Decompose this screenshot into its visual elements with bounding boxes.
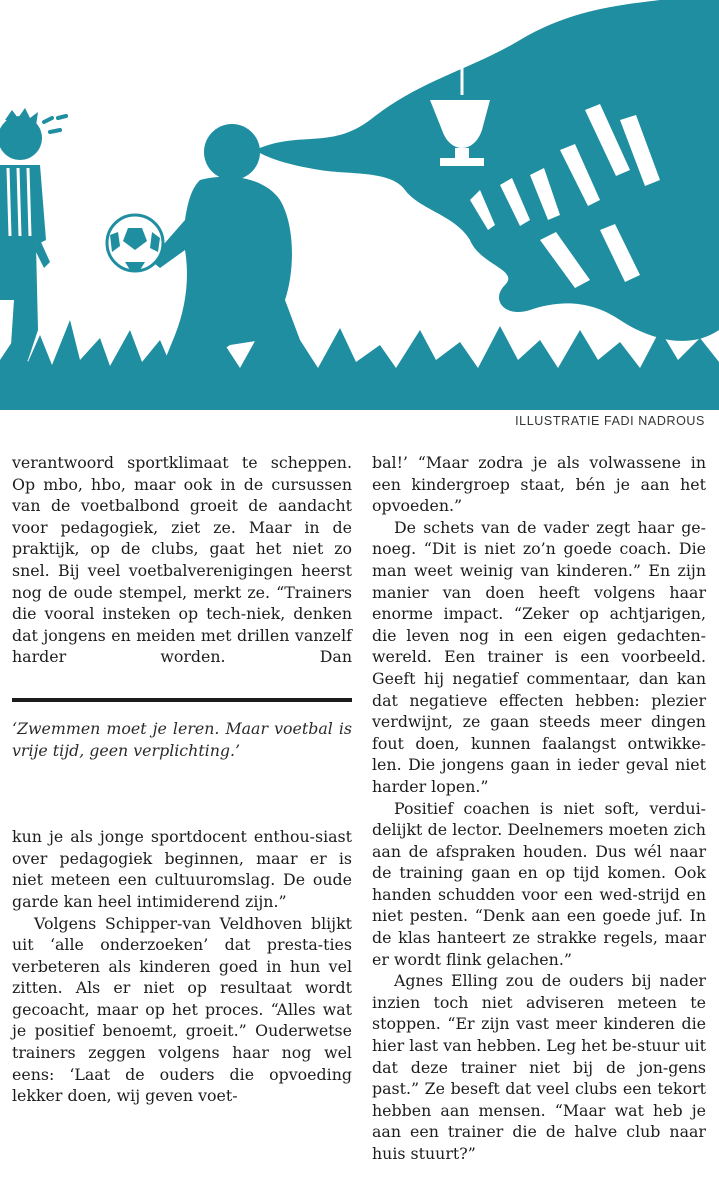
pullquote: ‘Zwemmen moet je leren. Maar voetbal is vrije tijd, geen verplichting.’ bbox=[12, 718, 352, 760]
article-column-right bbox=[372, 452, 706, 1165]
paragraph: De schets van de vader zegt haar ge-noeg. “Dit is niet zo’n goede coach. Die man weet weinig van kinderen.” En zijn manier van doen heeft volgens haar enorme impact. “Zeker op achtjarigen, die leven nog in een eigen gedachten-wereld. Een trainer is een voorbeeld. Geeft hij negatief commentaar, dan kan dat negatieve effecten hebben: plezier verdwijnt, ze gaan steeds meer dingen fout doen, kunnen faalangst ontwikke-len. Die jongens gaan in ieder geval niet harder lopen.” bbox=[372, 517, 706, 796]
paragraph: kun je als jonge sportdocent enthou-siast over pedagogiek beginnen, maar er is niet meteen een cultuuromslag. De oude garde kan heel intimiderend zijn.” bbox=[12, 827, 352, 911]
paragraph: Agnes Elling zou de ouders bij nader inzien toch niet adviseren meteen te stoppen. “Er zijn vast meer kinderen die hier last van hebben. Leg het be-stuur uit dat deze trainer niet bij de jon-gens past.” Ze beseft dat veel clubs een tekort hebben aan mensen. “Maar wat heb je aan een trainer die de halve club naar huis stuurt?” bbox=[372, 971, 706, 1163]
article-column-left bbox=[12, 452, 352, 1107]
soccer-ball-icon bbox=[107, 215, 163, 271]
paragraph: bal!’ “Maar zodra je als volwassene in een kindergroep staat, bén je aan het opvoeden.” bbox=[372, 453, 706, 516]
pullquote-rule bbox=[12, 698, 352, 702]
paragraph: Volgens Schipper-van Veldhoven blijkt uit ‘alle onderzoeken’ dat presta-ties verbeteren als kinderen goed in hun vel zitten. Als er niet op resultaat wordt gecoacht, maar op het proces. “Alles wat je positief benoemt, groeit.” Ouderwetse trainers zeggen volgens haar nog wel eens: ‘Laat de ouders die opvoeding lekker doen, wij geven voet- bbox=[12, 913, 352, 1106]
paragraph: Positief coachen is niet soft, verdui-delijkt de lector. Deelnemers moeten zich aan de afspraken houden. Dus wél naar de training gaan en op tijd komen. Ook handen schudden voor een wed-strijd en niet pesten. “Denk aan een goede juf. In de klas hanteert ze strakke regels, maar er wordt flink gelachen.” bbox=[372, 798, 706, 969]
paragraph: verantwoord sportklimaat te scheppen. Op mbo, hbo, maar ook in de cursussen van de voetbalbond groeit de aandacht voor pedagogiek, ziet ze. Maar in de praktijk, op de clubs, gaat het niet zo snel. Bij veel voetbalverenigingen heerst nog de oude stempel, merkt ze. “Trainers die vooral insteken op tech-niek, denken dat jongens en meiden met drillen vanzelf harder worden. Dan bbox=[12, 453, 352, 667]
illustration-credit: ILLUSTRATIE FADI NADROUS bbox=[515, 414, 705, 428]
article-illustration bbox=[0, 0, 719, 410]
spacer bbox=[12, 761, 352, 826]
